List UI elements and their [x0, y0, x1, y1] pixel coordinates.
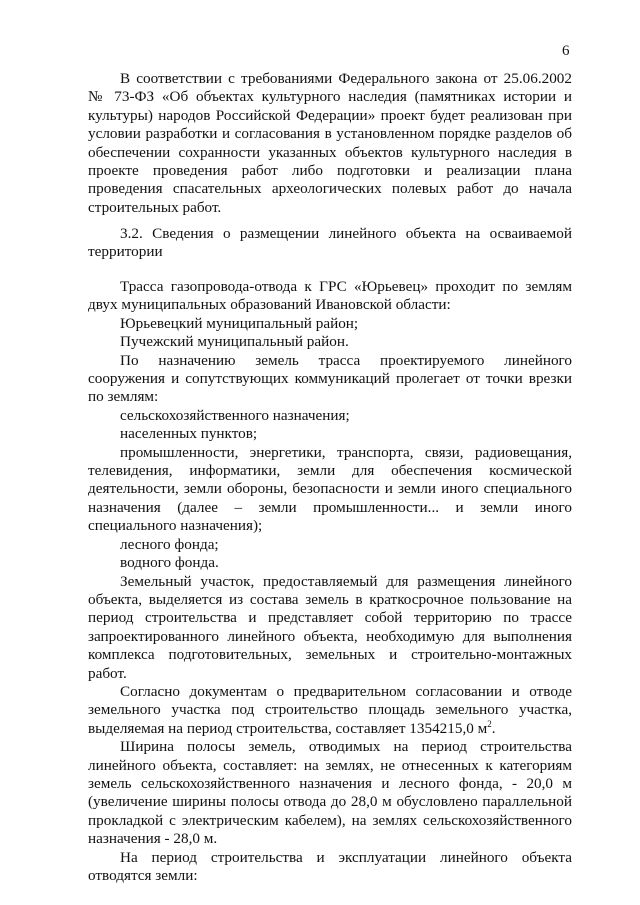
main-block: [88, 278, 572, 885]
list-item-land: водного фонда.: [120, 554, 219, 572]
list-item-district: Юрьевецкий муниципальный район;: [120, 314, 359, 332]
list-item-land: сельскохозяйственного назначения;: [120, 406, 350, 424]
list-item-land-industry: промышленности, энергетики, транспорта, связи, радиовещания, телевидения, информатики, земли для обеспечения космической деятельности, земли обороны, безопасности и земли иного специального назначения (далее – земли промышленности... и земли иного специального назначения);: [88, 443, 572, 535]
paragraph-strip-width: Ширина полосы земель, отводимых на период строительства линейного объекта, составляет: на землях, не отнесенных к категориям земель сельскохозяйственного назначения и лесного фонда, - 20,0 м (увеличение ширины полосы отвода до 28,0 м обусловлено параллельной прокладкой с электрическим кабелем), на землях сельскохозяйственного назначения - 28,0 м.: [88, 738, 572, 848]
list-item-land: лесного фонда;: [120, 535, 219, 553]
list-item-land: населенных пунктов;: [120, 425, 258, 443]
intro-block: [88, 70, 572, 217]
paragraph-cultural-heritage: В соответствии с требованиями Федерального закона от 25.06.2002 № 73-ФЗ «Об объектах культурного наследия (памятниках истории и культуры) народов Российской Федерации» проект будет реализован при условии разработки и согласования в установленном порядке разделов об обеспечении сохранности указанных объектов культурного наследия в проекте проведения работ либо подготовки и реализации плана проведения спасательных археологических полевых работ до начала строительных работ.: [88, 70, 572, 216]
area-unit-exponent: 2: [487, 718, 492, 729]
area-text-end: .: [491, 719, 496, 737]
section-heading: 3.2. Сведения о размещении линейного объекта на осваиваемой территории: [88, 225, 572, 261]
list-item-district: Пучежский муниципальный район.: [120, 333, 349, 351]
section-heading-block: [88, 225, 572, 262]
page-number: 6: [562, 43, 570, 59]
paragraph-land-purpose: По назначению земель трасса проектируемого линейного сооружения и сопутствующих коммуникаций пролегает от точки врезки по землям:: [88, 351, 572, 406]
paragraph-allocated-lands: На период строительства и эксплуатации линейного объекта отводятся земли:: [88, 848, 572, 884]
paragraph-route: Трасса газопровода-отвода к ГРС «Юрьевец» проходит по землям двух муниципальных образований Ивановской области:: [88, 278, 572, 314]
paragraph-land-plot: Земельный участок, предоставляемый для размещения линейного объекта, выделяется из состава земель в краткосрочное пользование на период строительства и представляет собой территорию по трассе запроектированного линейного объекта, необходимую для выполнения комплекса подготовительных, земельных и строительно-монтажных работ.: [88, 572, 572, 682]
paragraph-area: [88, 683, 572, 738]
area-text: Согласно документам о предварительном согласовании и отводе земельного участка под строительство площадь земельного участка, выделяемая на период строительства, составляет 1354215,0 м: [88, 682, 572, 737]
